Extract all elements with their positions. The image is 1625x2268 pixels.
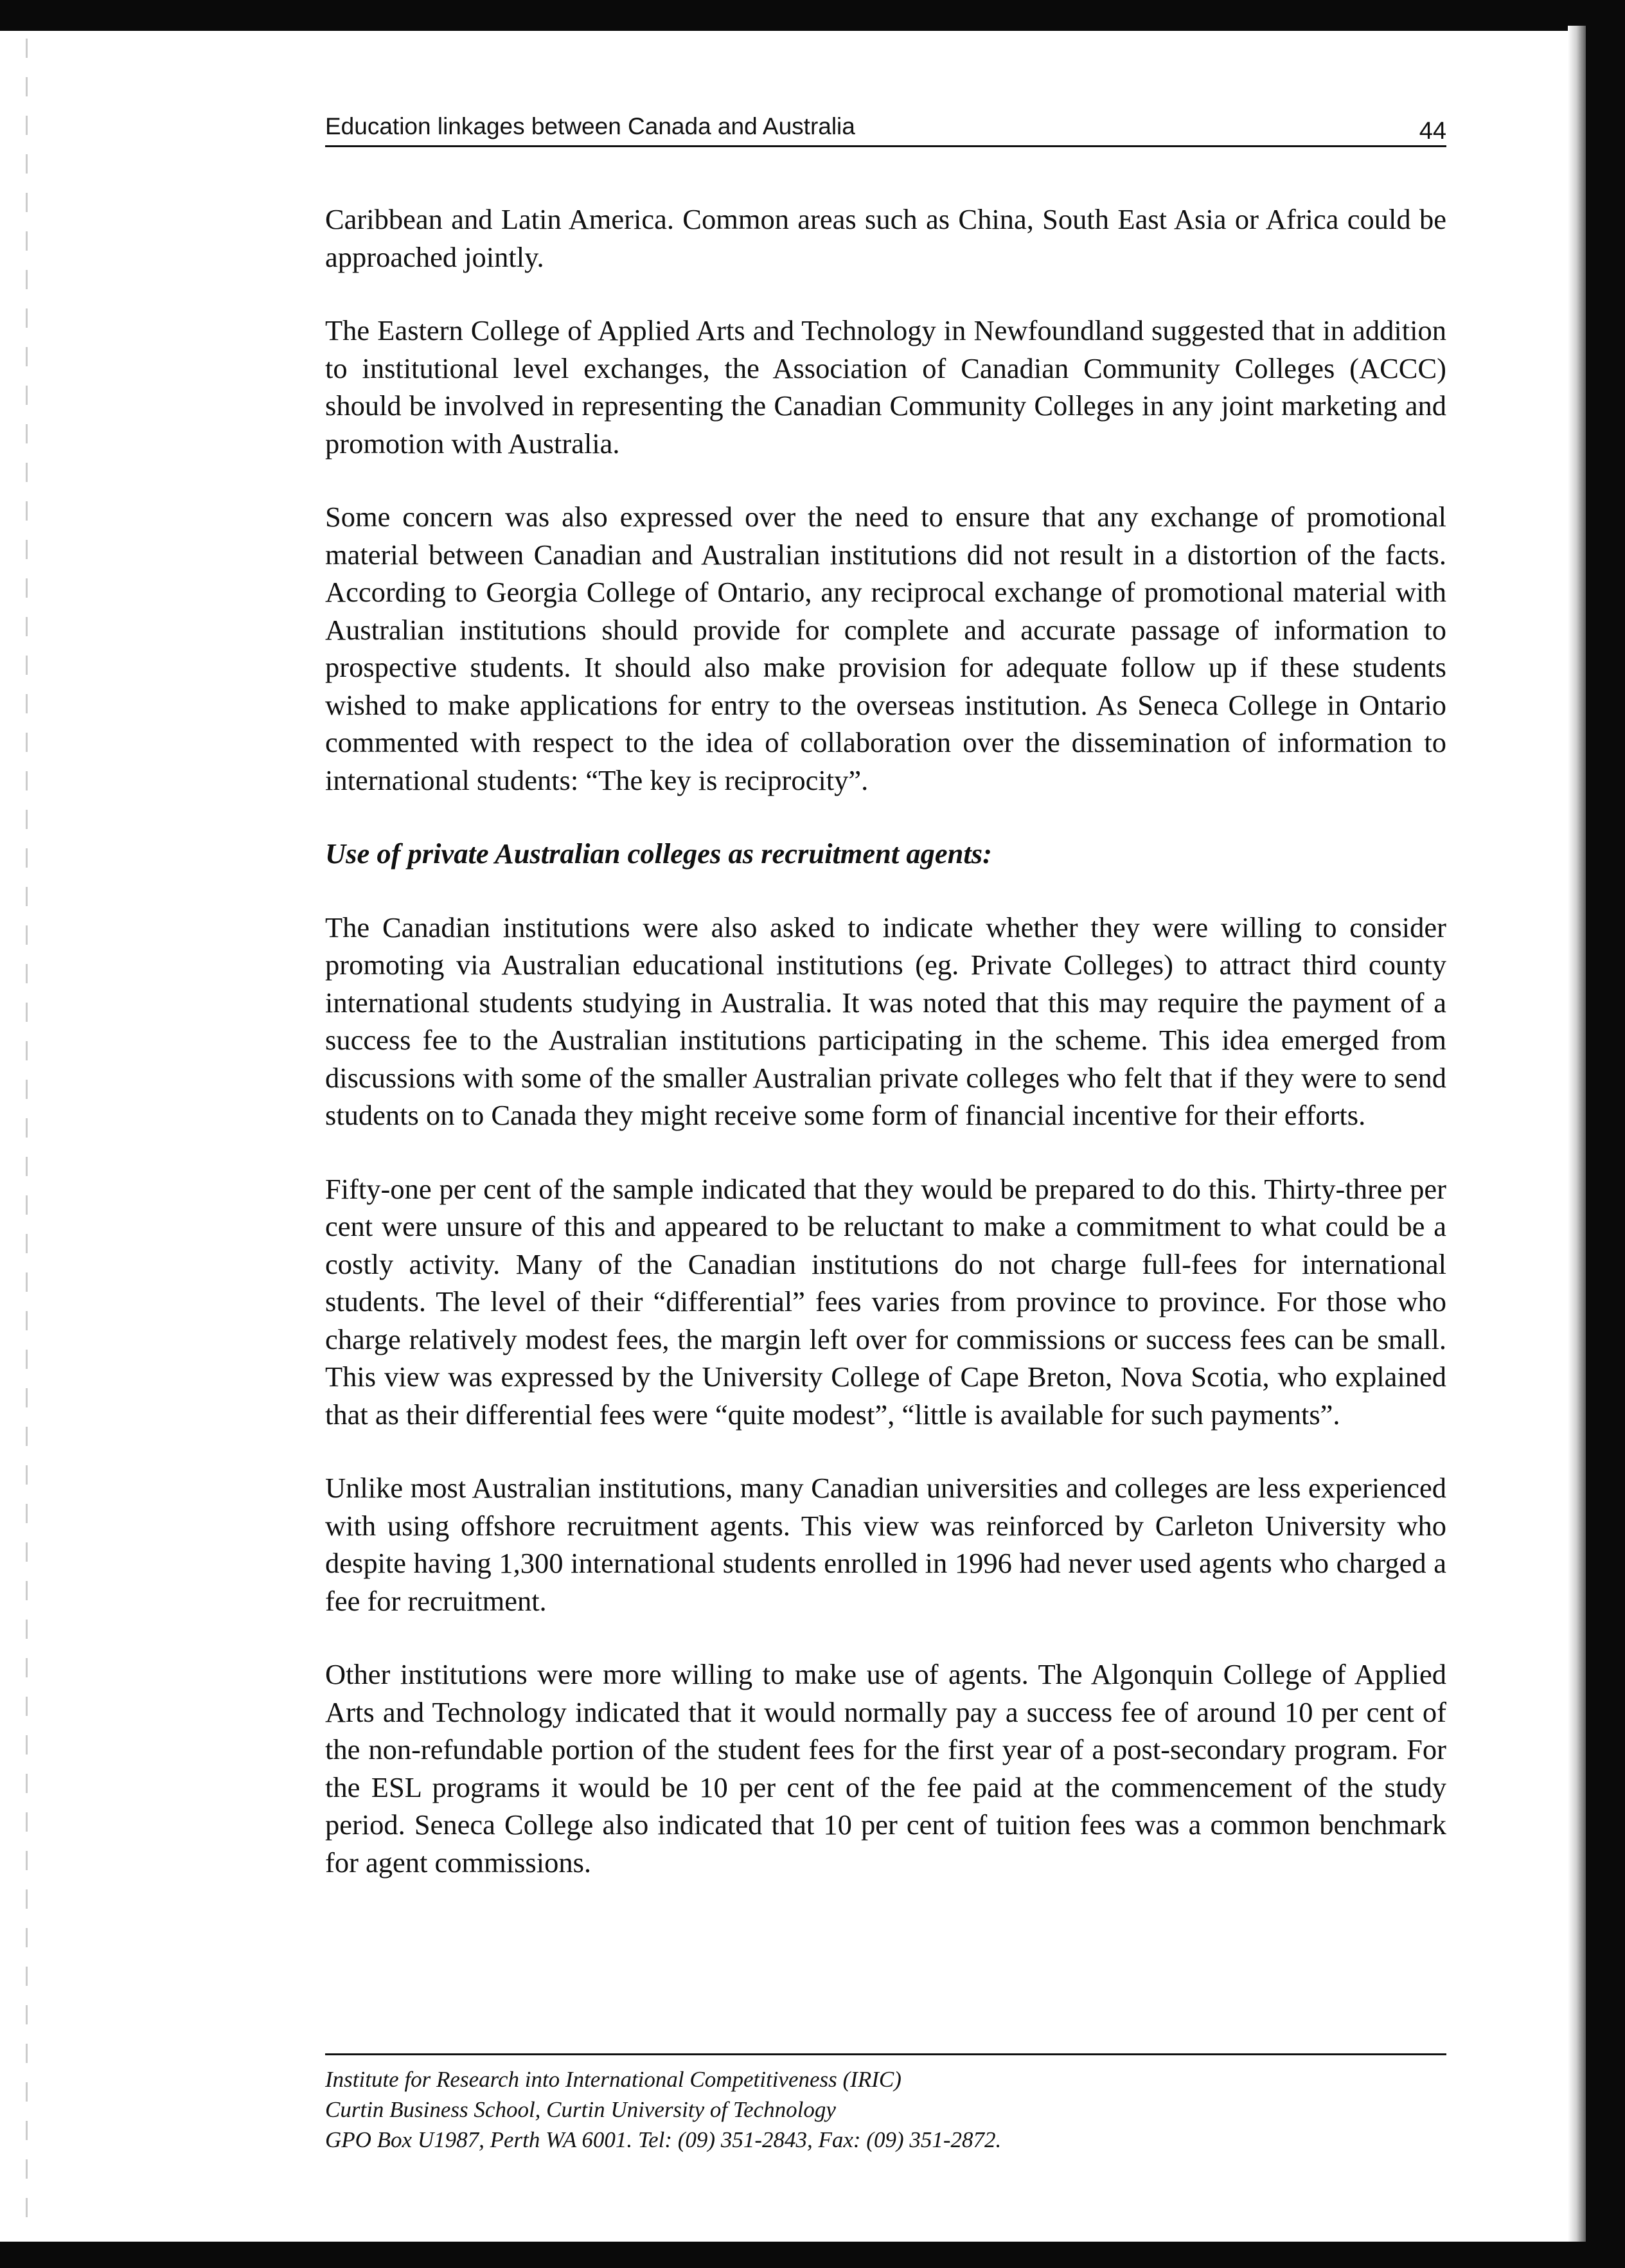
footer-school: Curtin Business School, Curtin University of Technology xyxy=(325,2097,836,2122)
scan-left-edge xyxy=(26,39,28,2237)
page-body xyxy=(325,201,1446,1917)
section-heading: Use of private Australian colleges as recruitment agents: xyxy=(325,837,992,870)
scan-border-bottom xyxy=(0,2242,1625,2268)
scan-border-top xyxy=(0,0,1625,31)
footer-institute: Institute for Research into International Competitiveness (IRIC) xyxy=(325,2067,901,2092)
scan-border-right xyxy=(1586,0,1625,2268)
footer-address: GPO Box U1987, Perth WA 6001. Tel: (09) 351-2843, Fax: (09) 351-2872. xyxy=(325,2127,1002,2152)
paragraph: The Eastern College of Applied Arts and Technology in Newfoundland suggested that in addition to institutional level exchanges, the Association of Canadian Community Colleges (ACCC) should be involved in representing the Canadian Community Colleges in any joint marketing and promotion with Australia. xyxy=(325,314,1446,460)
running-title: Education linkages between Canada and Australia xyxy=(325,113,855,139)
paragraph: The Canadian institutions were also asked to indicate whether they were willing to consider promoting via Australian educational institutions (eg. Private Colleges) to attract third county international students studying in Australia. It was noted that this may require the payment of a success fee to the Australian institutions participating in the scheme. This idea emerged from discussions with some of the smaller Australian private colleges who felt that if they were to send students on to Canada they might receive some form of financial incentive for their efforts. xyxy=(325,911,1446,1131)
paragraph: Fifty-one per cent of the sample indicated that they would be prepared to do this. Thirty-three per cent were unsure of this and appeared to be reluctant to make a commitment to what could be a costly activity. Many of the Canadian institutions do not charge full-fees for international students. The level of their “differential” fees varies from province to province. For those who charge relatively modest fees, the margin left over for commissions or success fees can be small. This view was expressed by the University College of Cape Breton, Nova Scotia, who explained that as their differential fees were “quite modest”, “little is available for such payments”. xyxy=(325,1172,1446,1431)
paragraph: Caribbean and Latin America. Common areas such as China, South East Asia or Africa could be approached jointly. xyxy=(325,203,1446,273)
paragraph: Unlike most Australian institutions, many Canadian universities and colleges are less experienced with using offshore recruitment agents. This view was reinforced by Carleton University who despite having 1,300 international students enrolled in 1996 had never used agents who charged a fee for recruitment. xyxy=(325,1472,1446,1617)
page-header xyxy=(325,108,1446,147)
paragraph: Other institutions were more willing to make use of agents. The Algonquin College of Applied Arts and Technology indicated that it would normally pay a success fee of around 10 per cent of the non-refundable portion of the student fees for the first year of a post-secondary program. For the ESL programs it would be 10 per cent of the fee paid at the commencement of the study period. Seneca College also indicated that 10 per cent of tuition fees was a common benchmark for agent commissions. xyxy=(325,1658,1446,1879)
page-footer xyxy=(325,2053,1446,2155)
page-number: 44 xyxy=(1419,118,1446,145)
paragraph: Some concern was also expressed over the need to ensure that any exchange of promotional material between Canadian and Australian institutions did not result in a distortion of the facts. According to Georgia College of Ontario, any reciprocal exchange of promotional material with Australian institutions should provide for complete and accurate passage of information to prospective students. It should also make provision for adequate follow up if these students wished to make applications for entry to the overseas institution. As Seneca College in Ontario commented with respect to the idea of collaboration over the dissemination of information to international students: “The key is reciprocity”. xyxy=(325,501,1446,796)
